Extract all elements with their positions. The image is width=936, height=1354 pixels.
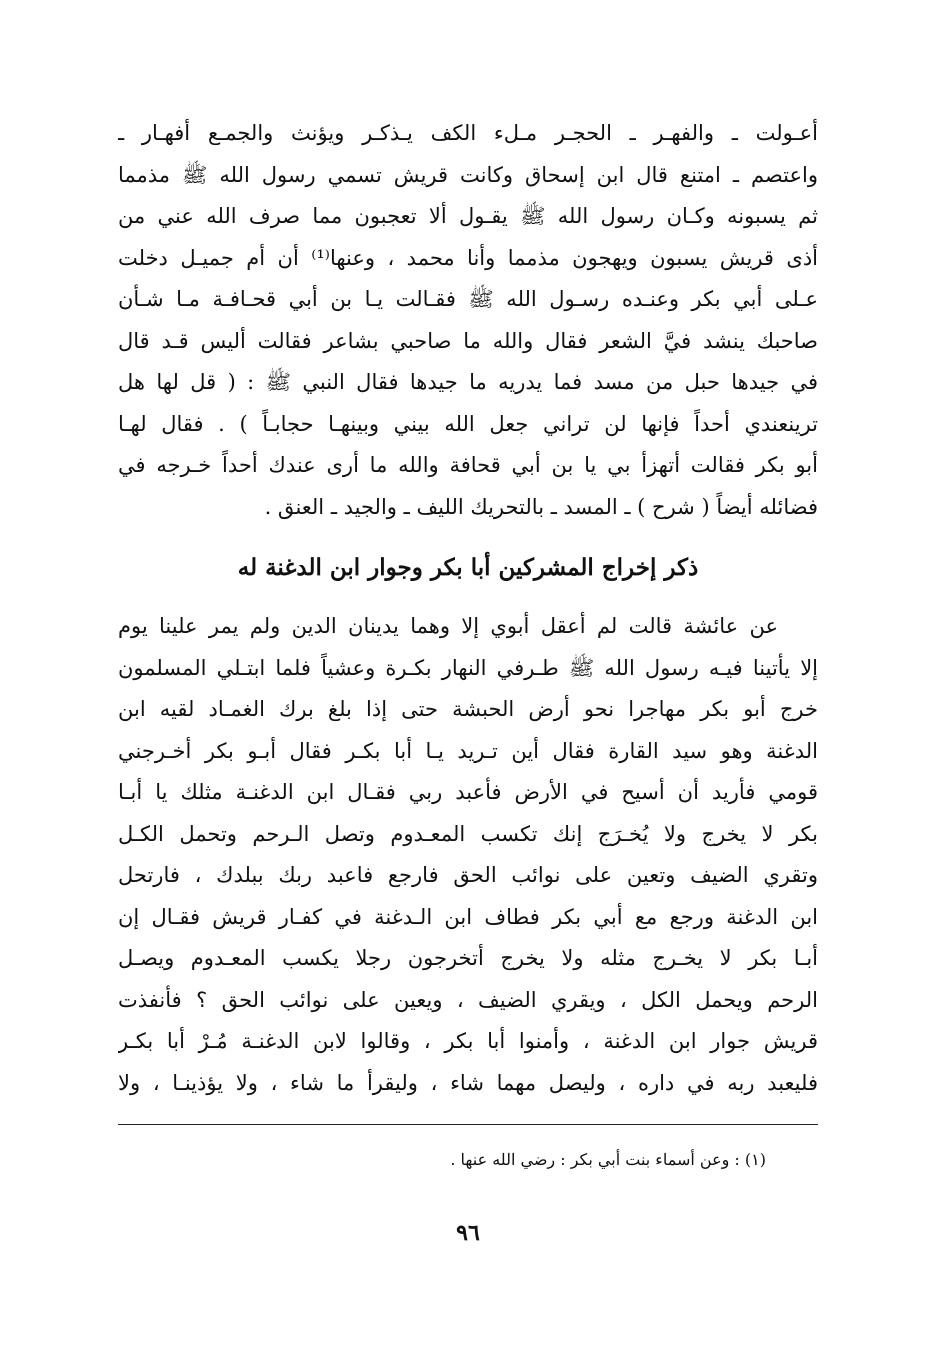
text-line: فليعبد ربه في داره ، وليصل مهما شاء ، وليقرأ ما شاء ، ولا يؤذينـا ، ولا <box>118 1070 818 1095</box>
text-line: الرحم ويحمل الكل ، ويقري الضيف ، ويعين على نوائب الحق ؟ فأنفذت <box>118 987 818 1012</box>
text-line: أذى قريش يسبون ويهجون مذمما وأنا محمد ، وعنها⁽¹⁾ أن أم جميـل دخلت <box>118 245 818 270</box>
text-line: في جيدها حبل من مسد فما يدريه ما جيدها فقال النبي ﷺ : ( قل لها هل <box>118 370 818 394</box>
text-line: أبـا بكر لا يخـرج مثله ولا يخرج أتخرجون رجلا يكسب المعـدوم ويصـل <box>118 946 818 970</box>
text-line: قريش جوار ابن الدغنة ، وأمنوا أبا بكر ، وقالوا لابن الدغنـة مُـرْ أبا بكـر <box>118 1029 818 1053</box>
paragraph-1 <box>118 113 818 528</box>
text-line: ابن الدغنة ورجع مع أبي بكر فطاف ابن الـدغنة في كفـار قريش فقـال إن <box>118 904 818 929</box>
text-line: الدغنة وهو سيد القارة فقال أين تـريد يـا أبا بكـر فقال أبـو بكر أخـرجني <box>118 738 818 763</box>
paragraph-2 <box>118 606 818 1104</box>
text-line: واعتصم ـ امتنع قال ابن إسحاق وكانت قريش تسمي رسول الله ﷺ مذمما <box>118 162 818 187</box>
text-line: قومي فأريد أن أسيح في الأرض فأعبد ربي فقـال ابن الدغنـة مثلك يا أبـا <box>118 780 818 804</box>
text-line: عـلى أبي بكر وعنـده رسـول الله ﷺ فقـالت يـا بن أبي قحـافـة مـا شـأن <box>118 287 818 311</box>
footnote: (١) : وعن أسماء بنت أبي بكر : رضي الله عنها . <box>450 1150 766 1169</box>
text-line: بكر لا يخرج ولا يُخـرَج إنك تكسب المعـدوم وتصل الـرحم وتحمل الكـل <box>118 821 818 846</box>
text-line: صاحبك ينشد فيَّ الشعر فقال والله ما صاحبي بشاعر فقالت أليس قـد قال <box>118 328 818 353</box>
section-heading: ذكر إخراج المشركين أبا بكر وجوار ابن الدغنة له <box>237 554 699 581</box>
text-line: ترينعندي أحداً فإنها لن تراني جعل الله بيني وبينهـا حجابـاً ) . فقال لهـا <box>118 411 818 436</box>
text-line: أعـولت ـ والفهـر ـ الحجـر مـلء الكف يـذكـر ويؤنث والجمـع أفهـار ـ <box>118 121 818 145</box>
text-line: أبو بكر فقالت أتهزأ بي يا بن أبي قحافة والله ما أرى عندك أحداً خـرجه في <box>118 453 818 477</box>
text-line: خرج أبو بكر مهاجرا نحو أرض الحبشة حتى إذا بلغ برك الغمـاد لقيه ابن <box>118 697 818 721</box>
footnote-divider <box>118 1124 818 1125</box>
page-number: ٩٦ <box>456 1220 480 1246</box>
text-line: وتقري الضيف وتعين على نوائب الحق فارجع فاعبد ربك ببلدك ، فارتحل <box>118 863 818 887</box>
text-line: عن عائشة قالت لم أعقل أبوي إلا وهما يدينان الدين ولم يمر علينا يوم <box>118 614 778 638</box>
text-line: ثم يسبونه وكـان رسول الله ﷺ يقـول ألا تعجبون مما صرف الله عني من <box>118 204 818 228</box>
text-line: إلا يأتينا فيـه رسول الله ﷺ طـرفي النهار بكـرة وعشياً فلما ابتـلي المسلمون <box>118 655 818 680</box>
text-line: فضائله أيضاً ( شرح ) ـ المسد ـ بالتحريك الليف ـ والجيد ـ العنق . <box>264 494 818 519</box>
